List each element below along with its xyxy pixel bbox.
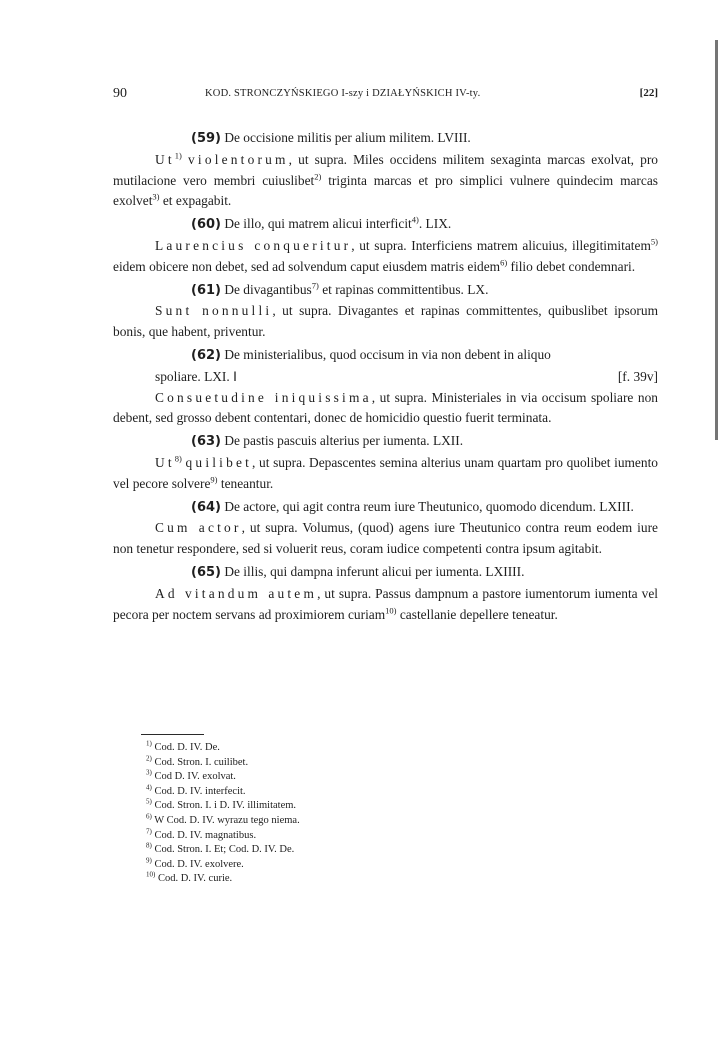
incipit: Ut: [155, 454, 175, 470]
footnote: [146, 843, 300, 858]
section-number: (60): [191, 217, 221, 233]
incipit-rest: quilibet: [185, 454, 253, 470]
heading-text: De actore, qui agit contra reum iure Theutunico, quomodo dicendum. LXIII.: [224, 498, 634, 514]
footnote: [146, 872, 300, 887]
heading-continuation: [113, 367, 658, 388]
incipit-rest: violentorum: [188, 151, 289, 167]
section-paragraph: [113, 301, 658, 343]
footnote-mark: 6): [146, 812, 152, 821]
footnote: [146, 770, 300, 785]
incipit: Consuetudine iniquissima: [155, 389, 372, 405]
paragraph-text: et expagabit.: [159, 193, 232, 209]
section-paragraph: [113, 453, 658, 495]
section-number: (65): [191, 564, 221, 580]
footnote-text: Cod. D. IV. magnatibus.: [154, 829, 257, 841]
paragraph-text: filio debet condemnari.: [507, 258, 636, 274]
section-marker: [22]: [639, 87, 658, 99]
footnote-divider: [141, 734, 204, 735]
paragraph-text: triginta marcas et pro simplici vulnere quindecim marcas exolvet: [113, 172, 658, 209]
section-heading: [113, 431, 658, 453]
footnote-mark: 2): [146, 754, 152, 763]
heading-text: De occisione militis per alium militem. LVIII.: [224, 130, 471, 145]
paragraph-text: , ut supra. Ministeriales in via occisum spoliare non debent, sed grosso debent contentari, donec de homicidio questio fuerit terminata.: [113, 389, 658, 426]
section-paragraph: [113, 584, 658, 626]
incipit: Ad vitandum autem: [155, 585, 318, 601]
footnote-mark: 10): [146, 870, 156, 879]
paragraph-text: , ut supra. Interficiens matrem alicuius, illegitimitatem: [351, 237, 651, 253]
heading-line-2: spoliare. LXI. ‖: [155, 368, 237, 384]
footnote-mark: 5): [146, 797, 152, 806]
footnote-ref[interactable]: 6): [500, 257, 508, 268]
paragraph-text: teneantur.: [217, 475, 274, 491]
footnote-text: Cod. D. IV. curie.: [157, 873, 233, 885]
heading-text: De illo, qui matrem alicui interficit: [224, 216, 412, 232]
footnote-text: Cod. Stron. I. cuilibet.: [154, 756, 249, 768]
section-heading: [113, 280, 658, 302]
section-paragraph: [113, 388, 658, 430]
footnote-ref[interactable]: 5): [650, 236, 658, 247]
section-paragraph: [113, 518, 658, 560]
footnote-text: Cod. Stron. I. i D. IV. illimitatem.: [154, 800, 297, 812]
footnote: [146, 799, 300, 814]
folio-marker: [f. 39v]: [617, 368, 658, 384]
section-heading: [113, 128, 658, 150]
footnote-mark: 7): [146, 827, 152, 836]
footnote-text: Cod. D. IV. exolvere.: [154, 858, 244, 870]
footnote-mark: 1): [146, 739, 152, 748]
footnote-ref[interactable]: 3): [152, 191, 160, 202]
paragraph-text: , ut supra. Volumus, (quod) agens iure Theutunico contra reum eodem iure non tenetur respondere, sed si voluerit reus, coram iudice competenti contra ipsum agitabit.: [113, 520, 659, 557]
heading-tail: . LIX.: [418, 216, 452, 232]
main-text: [113, 126, 658, 625]
section-number: (61): [191, 282, 221, 298]
heading-text: De pastis pascuis alterius per iumenta. LXII.: [224, 433, 464, 449]
paragraph-text: castellanie depellere teneatur.: [396, 606, 558, 622]
footnote-text: Cod. Stron. I. Et; Cod. D. IV. De.: [154, 844, 295, 856]
heading-text: De divagantibus: [224, 281, 312, 297]
footnote-text: Cod. D. IV. interfecit.: [154, 785, 246, 797]
section-heading: [113, 214, 658, 236]
footnote-ref[interactable]: 7): [311, 280, 319, 291]
footnote-mark: 9): [146, 856, 152, 865]
section-number: (64): [191, 499, 221, 515]
heading-text: De illis, qui dampna inferunt alicui per iumenta. LXIIII.: [224, 563, 525, 579]
section-number: (59): [191, 131, 221, 146]
footnote: [146, 814, 300, 829]
footnote-text: Cod D. IV. exolvat.: [154, 771, 236, 783]
page-edge-shadow: [715, 40, 718, 440]
footnote: [146, 756, 300, 771]
paragraph-text: eidem obicere non debet, sed ad solvendum caput eiusdem matris eidem: [113, 258, 501, 274]
section-heading: [113, 345, 658, 367]
footnote-ref[interactable]: 2): [314, 171, 322, 182]
footnote-ref[interactable]: 8): [174, 453, 182, 464]
incipit: Cum actor: [155, 520, 242, 536]
section-heading: [113, 497, 658, 519]
footnote-ref[interactable]: 9): [210, 474, 218, 485]
footnote-ref[interactable]: 10): [385, 605, 397, 616]
footnote: [146, 785, 300, 800]
footnote-mark: 8): [146, 841, 152, 850]
footnote: [146, 829, 300, 844]
page-number: 90: [113, 86, 127, 101]
paragraph-text: , ut supra. Passus dampnum a pastore iumentorum iumenta vel pecora per noctem servans ad proximiorem curiam: [113, 585, 658, 622]
paragraph-text: , ut supra. Divagantes et rapinas committentes, quibuslibet ipsorum bonis, que habent, priventur.: [113, 303, 658, 340]
footnote: [146, 858, 300, 873]
section-heading: [113, 562, 658, 584]
incipit: Ut: [155, 151, 175, 167]
section-paragraph: [113, 150, 658, 212]
section-number: (62): [191, 347, 221, 363]
footnote-text: Cod. D. IV. De.: [154, 742, 220, 753]
footnote-text: W Cod. D. IV. wyrazu tego niema.: [154, 814, 300, 826]
footnote-mark: 4): [146, 783, 152, 792]
footnote: [146, 741, 300, 756]
heading-text: De ministerialibus, quod occisum in via non debent in aliquo: [224, 346, 551, 362]
footnote-ref[interactable]: 1): [174, 150, 182, 161]
section-number: (63): [191, 434, 221, 450]
footnote-mark: 3): [146, 768, 152, 777]
incipit: Laurencius conqueritur: [155, 237, 352, 253]
paragraph-text: , ut supra. Depascentes semina alterius unam quartam pro quolibet iumento vel pecore solvere: [113, 454, 658, 491]
paragraph-text: , ut supra. Miles occidens militem sexaginta marcas exolvat, pro mutilacione vero membri cuiuslibet: [113, 151, 658, 188]
heading-tail: et rapinas committentibus. LX.: [318, 281, 489, 297]
incipit: Sunt nonnulli: [155, 303, 273, 319]
section-paragraph: [113, 236, 658, 278]
footnotes: [146, 741, 300, 887]
running-header: [113, 86, 658, 106]
running-title: KOD. STRONCZYŃSKIEGO I-szy i DZIAŁYŃSKICH IV-ty.: [205, 88, 481, 99]
footnote-ref[interactable]: 4): [411, 214, 419, 225]
